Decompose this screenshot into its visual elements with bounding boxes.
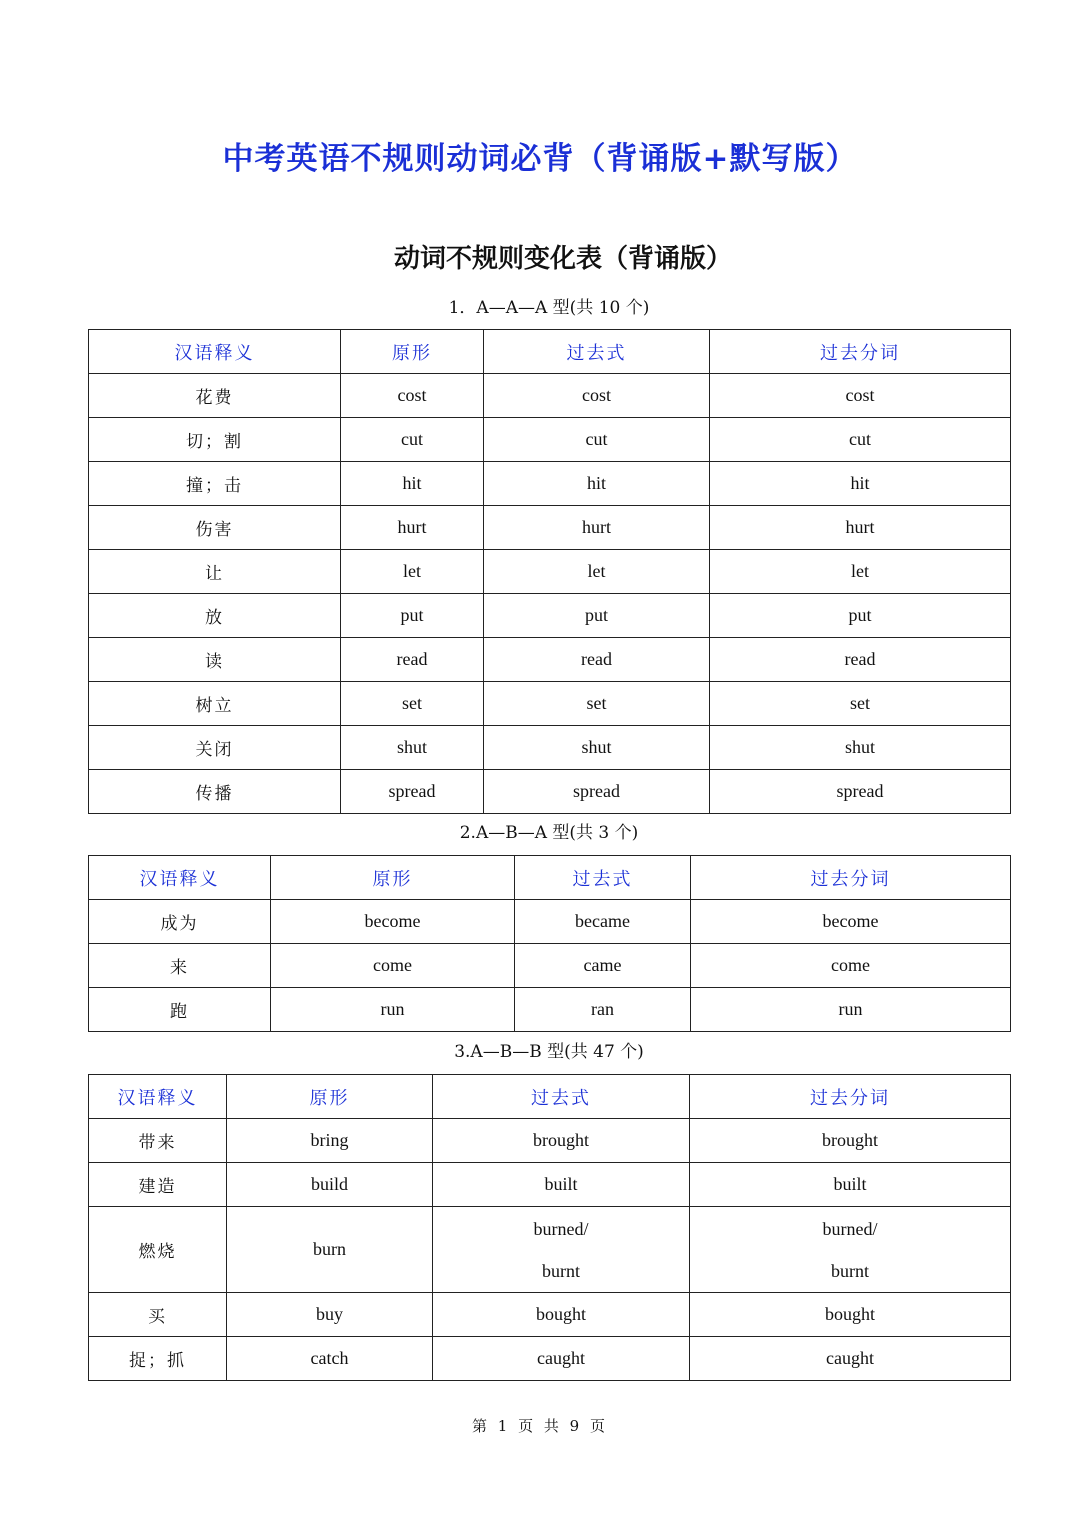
cell-past-line-1: burned/ [533,1218,589,1239]
table-row [89,770,1011,814]
cell-past [433,1207,690,1293]
table-header-row [89,330,1011,374]
cell-chinese: 建造 [89,1163,227,1207]
header-past-tense: 过去式 [433,1075,690,1119]
section-caption-aba: 2.A—B—A 型(共 3 个) [459,823,639,843]
verb-table-aba [88,855,1011,1032]
cell-past: ran [515,988,691,1032]
verb-table-abb [88,1074,1011,1381]
cell-chinese: 买 [89,1293,227,1337]
table-header-row [89,1075,1011,1119]
header-base-form: 原形 [341,330,484,374]
cell-past: cost [484,374,710,418]
section-caption-aaa: 1．A—A—A 型(共 10 个) [448,298,650,318]
header-chinese-meaning: 汉语释义 [89,330,341,374]
section-caption-abb: 3.A—B—B 型(共 47 个) [454,1042,644,1062]
cell-participle: run [691,988,1011,1032]
table-row [89,726,1011,770]
table-row [89,1119,1011,1163]
cell-past: built [433,1163,690,1207]
cell-participle: cost [710,374,1011,418]
cell-base: shut [341,726,484,770]
cell-past: shut [484,726,710,770]
table-row [89,682,1011,726]
table-row [89,638,1011,682]
cell-participle: come [691,944,1011,988]
page-footer: 第 1 页 共 9 页 [472,1417,608,1435]
cell-chinese: 燃烧 [89,1207,227,1293]
cell-chinese: 树立 [89,682,341,726]
cell-base: build [227,1163,433,1207]
cell-chinese: 来 [89,944,271,988]
cell-chinese: 捉；抓 [89,1337,227,1381]
header-past-tense: 过去式 [515,856,691,900]
table-row [89,462,1011,506]
table-row [89,944,1011,988]
cell-past: caught [433,1337,690,1381]
cell-participle-line-2: burnt [831,1260,869,1281]
table-row [89,900,1011,944]
header-past-participle: 过去分词 [710,330,1011,374]
cell-chinese: 让 [89,550,341,594]
cell-base: set [341,682,484,726]
cell-chinese: 成为 [89,900,271,944]
cell-past: bought [433,1293,690,1337]
cell-past: hit [484,462,710,506]
header-base-form: 原形 [227,1075,433,1119]
header-past-tense: 过去式 [484,330,710,374]
cell-base: become [271,900,515,944]
header-chinese-meaning: 汉语释义 [89,1075,227,1119]
cell-past: read [484,638,710,682]
cell-chinese: 切；割 [89,418,341,462]
table-row [89,506,1011,550]
cell-chinese: 读 [89,638,341,682]
cell-participle: put [710,594,1011,638]
cell-base: hit [341,462,484,506]
table-row [89,418,1011,462]
table-row [89,1293,1011,1337]
document-title: 中考英语不规则动词必背（背诵版+默写版） [222,141,858,177]
cell-chinese: 跑 [89,988,271,1032]
cell-past: brought [433,1119,690,1163]
cell-participle: cut [710,418,1011,462]
table-row [89,374,1011,418]
cell-chinese: 传播 [89,770,341,814]
table-header-row [89,856,1011,900]
cell-participle: brought [690,1119,1011,1163]
cell-base: put [341,594,484,638]
cell-participle: bought [690,1293,1011,1337]
table-row [89,594,1011,638]
cell-participle: built [690,1163,1011,1207]
cell-participle: hurt [710,506,1011,550]
cell-participle: set [710,682,1011,726]
cell-base: burn [227,1207,433,1293]
cell-base: cost [341,374,484,418]
table-row [89,550,1011,594]
cell-chinese: 花费 [89,374,341,418]
cell-past: cut [484,418,710,462]
cell-participle: shut [710,726,1011,770]
cell-participle: spread [710,770,1011,814]
cell-chinese: 撞；击 [89,462,341,506]
cell-base: cut [341,418,484,462]
cell-base: spread [341,770,484,814]
cell-participle: hit [710,462,1011,506]
header-chinese-meaning: 汉语释义 [89,856,271,900]
cell-participle: let [710,550,1011,594]
cell-base: read [341,638,484,682]
header-past-participle: 过去分词 [690,1075,1011,1119]
verb-table-aaa [88,329,1011,814]
cell-past: spread [484,770,710,814]
cell-past: came [515,944,691,988]
table-section-title: 动词不规则变化表（背诵版） [393,244,732,274]
cell-past: set [484,682,710,726]
cell-base: catch [227,1337,433,1381]
cell-participle: become [691,900,1011,944]
cell-past: put [484,594,710,638]
table-row [89,1163,1011,1207]
cell-past: became [515,900,691,944]
cell-base: run [271,988,515,1032]
cell-chinese: 伤害 [89,506,341,550]
cell-chinese: 带来 [89,1119,227,1163]
table-row [89,988,1011,1032]
cell-base: buy [227,1293,433,1337]
cell-chinese: 关闭 [89,726,341,770]
cell-participle: read [710,638,1011,682]
cell-past: let [484,550,710,594]
cell-past-line-2: burnt [542,1260,580,1281]
cell-base: let [341,550,484,594]
cell-chinese: 放 [89,594,341,638]
cell-base: bring [227,1119,433,1163]
table-row [89,1207,1011,1293]
cell-participle [690,1207,1011,1293]
cell-base: hurt [341,506,484,550]
table-row [89,1337,1011,1381]
cell-past: hurt [484,506,710,550]
cell-participle: caught [690,1337,1011,1381]
cell-base: come [271,944,515,988]
header-past-participle: 过去分词 [691,856,1011,900]
cell-participle-line-1: burned/ [822,1218,878,1239]
header-base-form: 原形 [271,856,515,900]
